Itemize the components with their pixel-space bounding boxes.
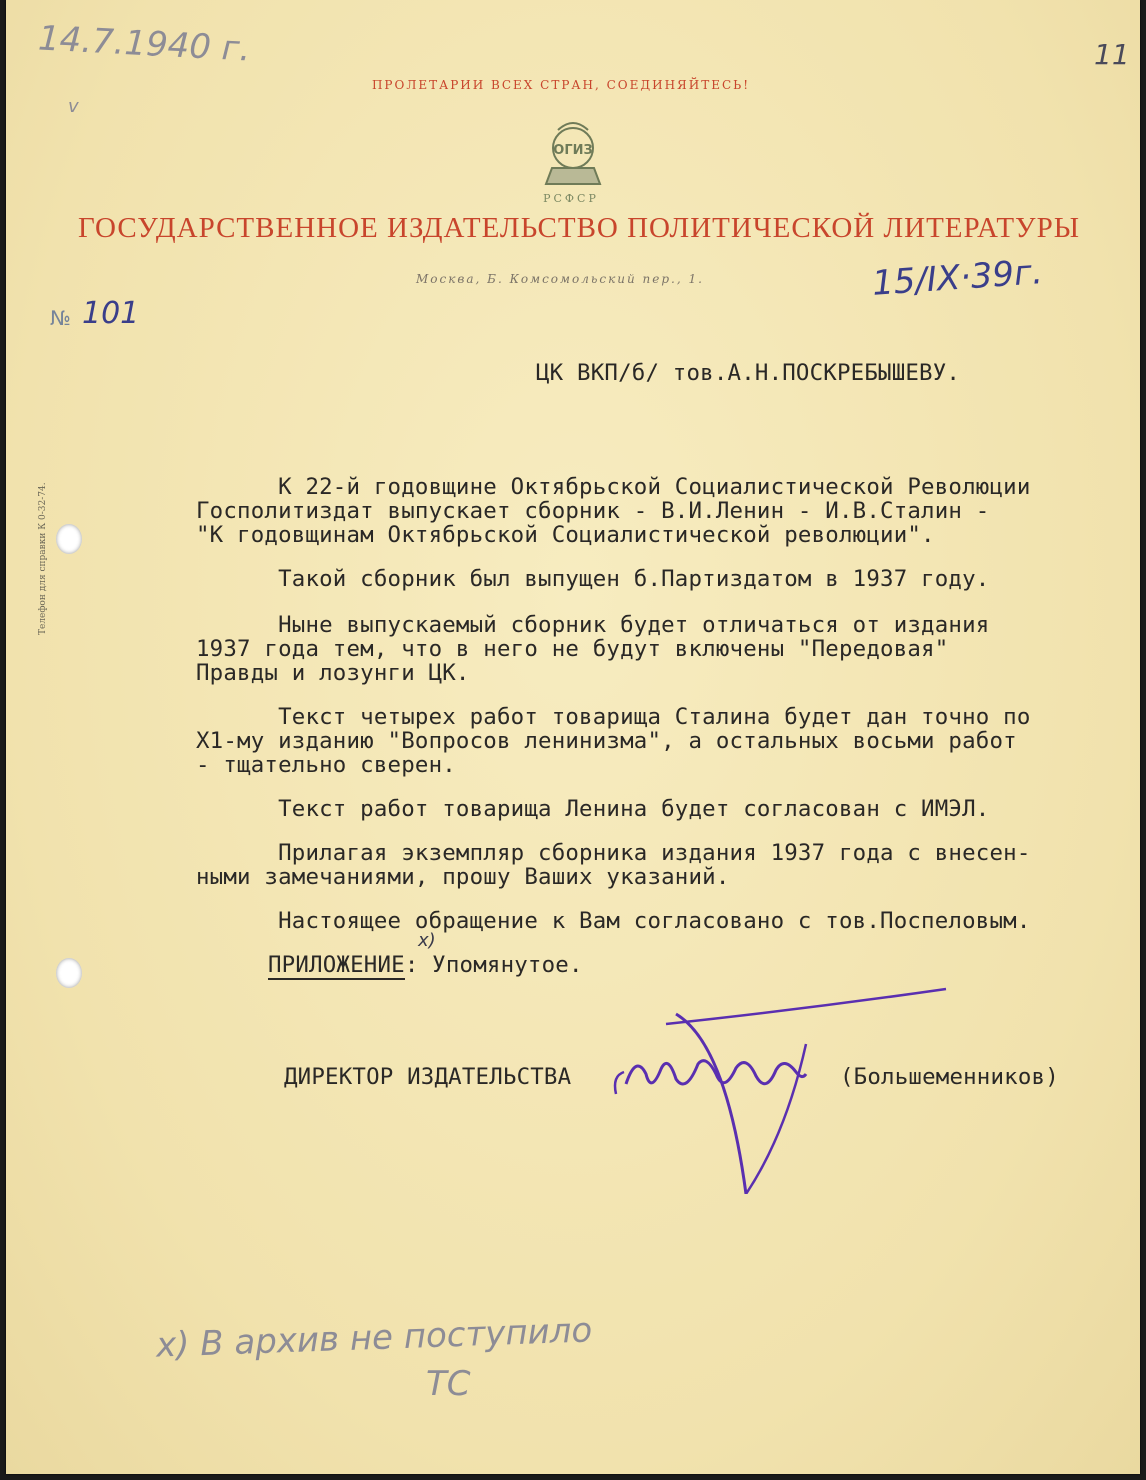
paragraph-2-line-1: Такой сборник был выпущен б.Партиздатом в 1937 году.: [196, 566, 990, 592]
punch-hole: [56, 958, 82, 988]
punch-hole: [56, 524, 82, 554]
document-number: 101: [82, 296, 140, 331]
paragraph-6-line-2: ными замечаниями, прошу Ваших указаний.: [196, 864, 730, 890]
attachment-line: [268, 952, 583, 978]
publisher-emblem-icon: [536, 118, 610, 190]
paragraph-3-line-1: Ныне выпускаемый сборник будет отличаться от издания: [196, 612, 990, 638]
side-phone-note: Телефон для справки К 0-32-74.: [38, 482, 48, 635]
attachment-label: ПРИЛОЖЕНИЕ: [268, 952, 405, 978]
paragraph-7-line-1: Настоящее обращение к Вам согласовано с тов.Поспеловым.: [196, 908, 1031, 934]
attachment-text: : Упомянутое.: [404, 952, 583, 978]
letterhead-motto: ПРОЛЕТАРИИ ВСЕХ СТРАН, СОЕДИНЯЙТЕСЬ!: [371, 78, 751, 92]
emblem-letters: ОГИЗ: [553, 143, 593, 158]
paragraph-1-line-2: Госполитиздат выпускает сборник - В.И.Ленин - И.В.Сталин -: [196, 498, 990, 524]
paragraph-4-line-3: - тщательно сверен.: [196, 752, 456, 778]
archive-note: х) В архив не поступило: [155, 1310, 593, 1366]
paragraph-5-line-1: Текст работ товарища Ленина будет согласован с ИМЭЛ.: [196, 796, 990, 822]
republic-label: РСФСР: [543, 192, 599, 205]
paragraph-4-line-2: Х1-му изданию "Вопросов ленинизма", а остальных восьми работ: [196, 728, 1017, 754]
publisher-name: ГОСУДАРСТВЕННОЕ ИЗДАТЕЛЬСТВО ПОЛИТИЧЕСКОЙ ЛИТЕРАТУРЫ: [77, 212, 1081, 244]
signature-title: ДИРЕКТОР ИЗДАТЕЛЬСТВА: [284, 1064, 572, 1090]
paragraph-6-line-1: Прилагая экземпляр сборника издания 1937 года с внесен-: [196, 840, 1031, 866]
signature-name: (Большеменников): [840, 1064, 1059, 1090]
paragraph-4-line-1: Текст четырех работ товарища Сталина будет дан точно по: [196, 704, 1031, 730]
director-signature: [606, 984, 956, 1194]
number-label: №: [50, 306, 71, 330]
check-mark: v: [68, 96, 79, 117]
letter-sheet: [6, 0, 1140, 1474]
paragraph-3-line-2: 1937 года тем, что в него не будут включены "Передовая": [196, 636, 949, 662]
handwritten-date: 15/IX·39г.: [870, 252, 1044, 304]
publisher-address: Москва, Б. Комсомольский пер., 1.: [416, 272, 704, 286]
archive-date: 14.7.1940 г.: [37, 18, 252, 70]
paragraph-1-line-3: "К годовщинам Октябрьской Социалистической революции".: [196, 522, 935, 548]
page-number: 11: [1094, 38, 1130, 71]
attachment-mark: х): [418, 930, 436, 951]
paragraph-1-line-1: К 22-й годовщине Октябрьской Социалистической Революции: [196, 474, 1031, 500]
archive-initials: ТС: [426, 1364, 471, 1404]
paragraph-3-line-3: Правды и лозунги ЦК.: [196, 660, 470, 686]
addressee: ЦК ВКП/б/ тов.А.Н.ПОСКРЕБЫШЕВУ.: [536, 360, 961, 386]
